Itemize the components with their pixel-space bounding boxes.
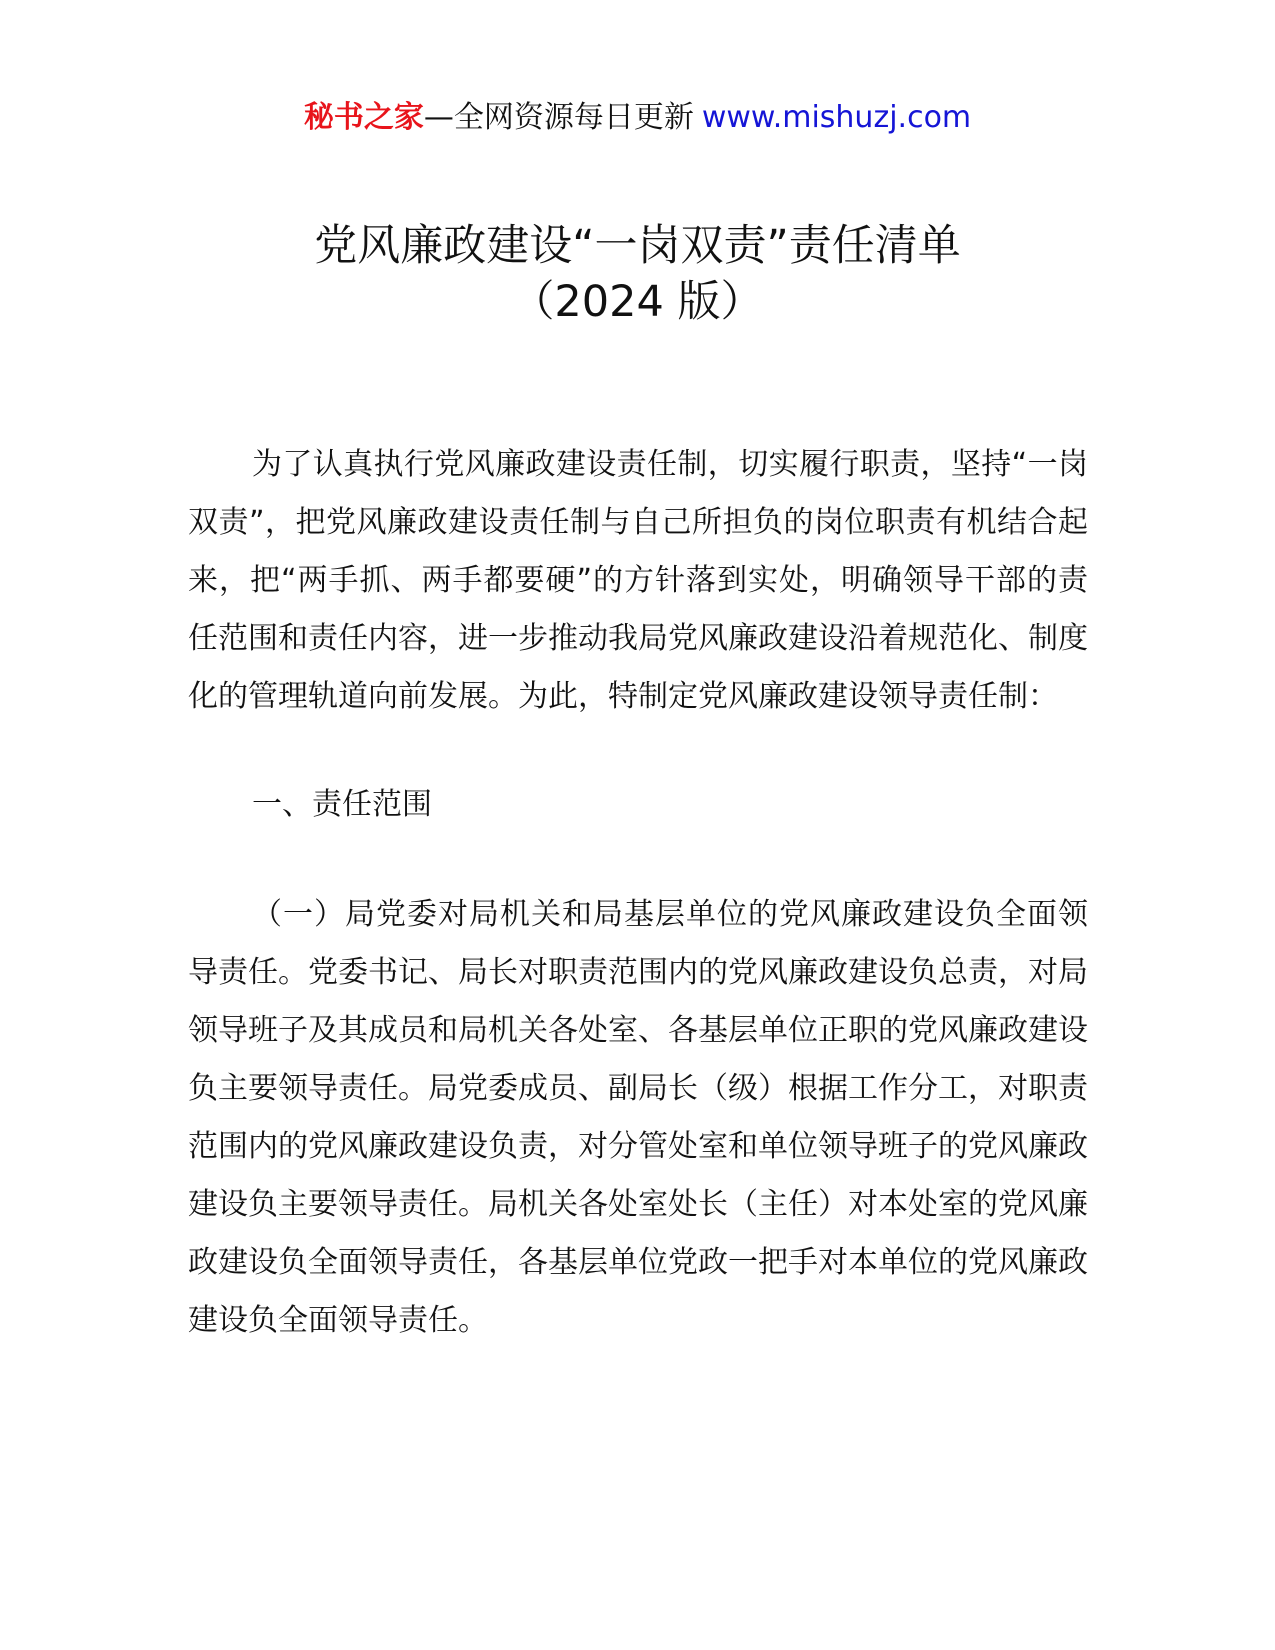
brand-name: 秘书之家 — [303, 100, 424, 135]
intro-paragraph: 为了认真执行党风廉政建设责任制，切实履行职责，坚持“一岗双责”，把党风廉政建设责任制与自己所担负的岗位职责有机结合起来，把“两手抓、两手都要硬”的方针落到实处，明确领导干部的责任范围和责任内容，进一步推动我局党风廉政建设沿着规范化、制度化的管理轨道向前发展。为此，特制定党风廉政建设领导责任制： — [188, 447, 1088, 714]
title-line-1: 党风廉政建设“一岗双责”责任清单 — [314, 221, 961, 271]
section1-body — [188, 886, 1088, 1350]
site-url-link[interactable]: www.mishuzj.com — [701, 100, 972, 135]
banner-tagline: —全网资源每日更新 — [423, 100, 694, 135]
section-heading: 一、责任范围 — [252, 787, 432, 822]
title-line-2: （2024 版） — [511, 277, 764, 327]
intro-section — [188, 436, 1088, 726]
site-banner — [0, 98, 1275, 138]
document-title — [0, 218, 1275, 330]
section1-paragraph: （一）局党委对局机关和局基层单位的党风廉政建设负全面领导责任。党委书记、局长对职责范围内的党风廉政建设负总责，对局领导班子及其成员和局机关各处室、各基层单位正职的党风廉政建设负主要领导责任。局党委成员、副局长（级）根据工作分工，对职责范围内的党风廉政建设负责，对分管处室和单位领导班子的党风廉政建设负主要领导责任。局机关各处室处长（主任）对本处室的党风廉政建设负全面领导责任，各基层单位党政一把手对本单位的党风廉政建设负全面领导责任。 — [188, 897, 1088, 1338]
section-heading-block — [188, 776, 1088, 834]
